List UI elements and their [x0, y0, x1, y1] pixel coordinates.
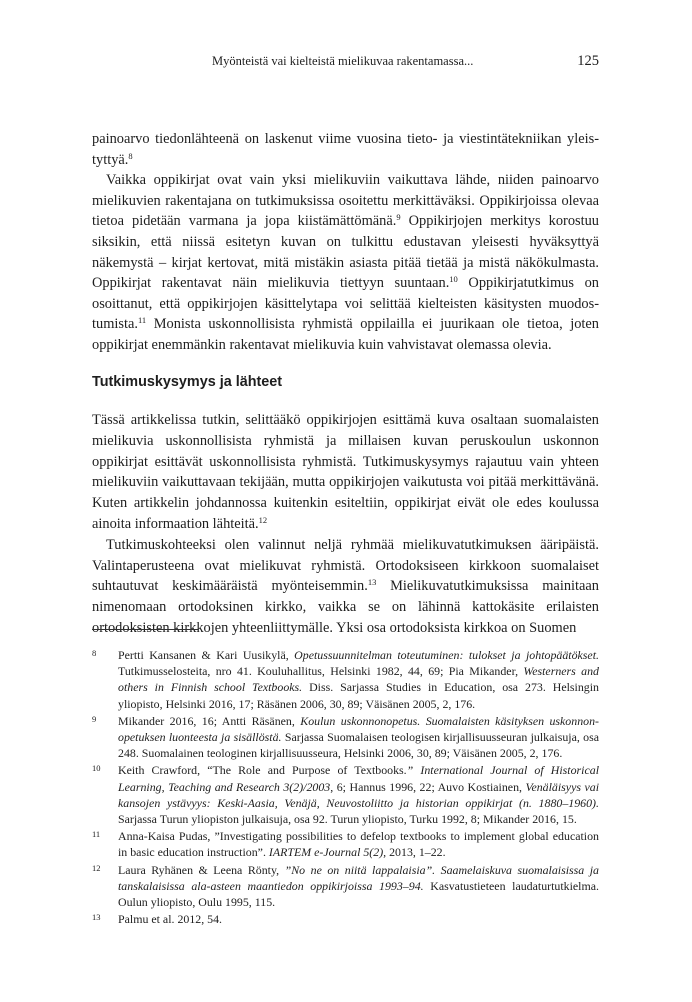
paragraph-text: Tässä artikkelissa tutkin, selittääkö oppikirjojen esittämä kuva osaltaan suomalaisten mielikuvia uskonnollisista ryhmistä ja millaisen kuvan peruskoulun uskonnon oppikirjat esittävät uskonnollisista ryhmistä. Tutkimuskysymys rajautuu vain yhteen mielikuviin vaikuttavaan tekijään, mutta oppikirjojen vaikutusta voi pitää merkittävänä. Kuten artikkelin johdannossa kuitenkin esiteltiin, oppikirjat eivät ole edes koulussa ainoita informaation lähteitä.	[92, 412, 599, 532]
footnote-title: Koulun uskonnonopetus. Suomalaisten käsityksen uskonnonopetuksen luonteesta ja sisällöstä.	[118, 713, 599, 745]
paragraph-text: Oppikirjatutkimus on osoittanut, että oppikirjojen käsittelytapa voi selittää kielteisten käsitysten muodostumista.	[92, 275, 599, 333]
footnote-ref: 10	[449, 274, 458, 285]
footnote-title: IARTEM e-Journal 5(2),	[268, 845, 387, 860]
footnote-number: 13	[92, 912, 101, 923]
footnote-text: Sarjassa Suomalaisen teologisen kirjallisuusseuran julkaisuja, osa 248. Suomalainen teologinen kirjallisuusseura, Helsinki 2006, 30, 89; Väisänen 2005, 2, 176.	[118, 730, 600, 761]
footnote-12	[92, 862, 599, 911]
footnote-number: 8	[92, 648, 97, 658]
footnote-text: Pertti Kansanen & Kari Uusikylä,	[118, 648, 295, 662]
footnote-8	[92, 647, 599, 712]
footnote-title: Venäläisyys vai kansojen ystävyys: Keski-Aasia, Venäjä, Neuvostoliitto ja historian oppikirjat (n. 1880–1960).	[118, 779, 599, 810]
footnote-text: Palmu et al. 2012, 54.	[118, 912, 223, 927]
paragraph-text: Tutkimuskohteeksi olen valinnut neljä ryhmää mielikuvatutkimuksen ääripäistä. Valintaperusteena ovat mielikuvat ryhmistä. Ortodoksiseen kirkkoon suomalaiset suhtautuvat keskimääräistä myönteisemmin.	[92, 536, 599, 595]
paragraph-text: Oppikirjojen merkitys korostuu siksikin, että niissä esitetyn kuvan on tulkittu edustavan yleisesti hyväksyttyä näkemystä – kirjat kertovat, mitä mistäkin asiasta pitää tietää ja mistä näkökulmasta. Oppikirjat rakentavat näin mielikuvia tiettyyn suuntaan.	[92, 213, 599, 292]
section-heading: Tutkimuskysymys ja lähteet	[92, 374, 283, 390]
paragraph-text: Mielikuvatutkimuksissa mainitaan nimenomaan ortodoksinen kirkko, vaikka se on lähinnä kattokäsite erilaisten ortodoksisten kirkkojen yhteenliittymälle. Yksi osa ortodoksista kirkkoa on Suomen	[92, 578, 599, 636]
footnote-ref: 12	[258, 514, 268, 525]
paragraph	[92, 129, 599, 170]
footnote-9	[92, 713, 599, 762]
paragraph-text: Vaikka oppikirjat ovat vain yksi mielikuviin vaikuttava lähde, niiden painoarvo mielikuvien rakentajana on tutkimuksissa osoitettu merkittäväksi. Oppikirjoissa olevaa tietoa pidetään varmana ja jopa kiistämättömänä.	[92, 172, 599, 230]
footnote-title: Westerners and others in Finnish school Textbooks.	[118, 664, 600, 695]
running-head-title: Myönteistä vai kielteistä mielikuvaa rakentamassa...	[212, 54, 474, 68]
paragraph-text: Monista uskonnollisista ryhmistä oppilailla ei juurikaan ole tietoa, joten oppikirjat enemmänkin rakentavat mielikuvia kuin vahvistavat olemassa olevia.	[92, 316, 599, 353]
footnote-ref: 13	[367, 577, 377, 588]
paragraph	[92, 410, 599, 535]
footnote-text: Tutkimusselosteita, nro 41. Kouluhallitus, Helsinki 1982, 44, 69; Pia Mikander,	[118, 664, 524, 679]
footnote-text: Sarjassa Turun yliopiston julkaisuja, osa 92. Turun yliopisto, Turku 1992, 8; Mikander 2016, 15.	[118, 812, 577, 827]
footnote-text: Diss. Sarjassa Studies in Education, osa 273. Helsingin yliopisto, Helsinki 2016, 17; Räsänen 2006, 30, 89; Väisänen 2005, 2, 176.	[118, 680, 599, 711]
footnote-title: Opetussuunnitelman toteutuminen: tulokset ja johtopäätökset.	[294, 648, 599, 662]
footnote-text: Keith Crawford, “The Role and Purpose of Textbooks.	[118, 763, 407, 778]
footnote-text: Kasvatustieteen laudaturtutkielma. Oulun yliopisto, Oulu 1995, 115.	[118, 878, 599, 910]
footnote-number: 10	[92, 763, 101, 774]
footnote-ref: 11	[137, 315, 147, 326]
paragraph	[92, 535, 599, 639]
footnote-text: 2013, 1–22.	[386, 845, 446, 860]
paragraph	[92, 170, 599, 355]
body-text	[92, 129, 599, 356]
footnote-number: 12	[92, 862, 101, 873]
footnote-ref: 9	[396, 212, 401, 223]
page-number: 125	[577, 53, 599, 69]
footnote-divider	[92, 629, 198, 630]
footnotes	[92, 647, 599, 928]
footnote-11	[92, 828, 599, 860]
footnote-text: Mikander 2016, 16; Antti Räsänen,	[118, 713, 301, 728]
footnote-ref: 8	[128, 150, 133, 161]
footnote-text: , 6; Hannus 1996, 22; Auvo Kostiainen,	[330, 779, 526, 794]
running-head	[92, 53, 599, 73]
footnote-number: 9	[92, 713, 97, 724]
footnote-13	[92, 911, 599, 927]
footnote-title: ” International Journal of Historical Learning, Teaching and Research 3(2)/2003	[118, 763, 600, 794]
footnote-title: ”No ne on niitä lappalaisia”. Saamelaiskuva suomalaisissa ja tanskalaisissa ala-asteen maantiedon oppikirjoissa 1993–94.	[118, 862, 599, 893]
paragraph-text: painoarvo tiedonlähteenä on laskenut viime vuosina tieto- ja viestintätekniikan yleistyttyä.	[92, 131, 599, 168]
footnote-text: Anna-Kaisa Pudas, ”Investigating possibilities to defelop textbooks to implement global education in basic education instruction”.	[118, 829, 599, 860]
section-body	[92, 410, 599, 639]
footnote-10	[92, 762, 599, 827]
footnote-number: 11	[92, 829, 101, 840]
footnote-text: Laura Ryhänen & Leena Rönty,	[118, 862, 285, 877]
